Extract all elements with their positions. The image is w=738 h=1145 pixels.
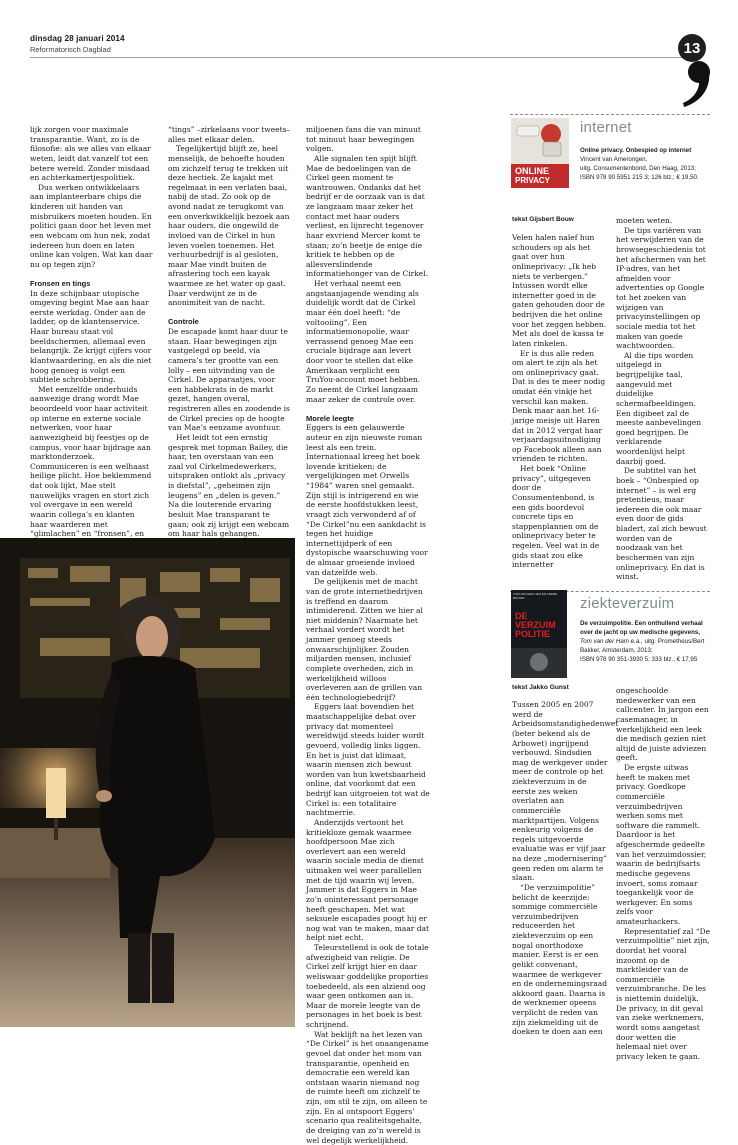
book-cover-online-privacy	[511, 118, 569, 188]
book-publisher: Prometheus/Bert Bakker, Amsterdam, 2013;	[580, 638, 705, 655]
paragraph: De subtitel van het boek – “Onbespied op internet” – is wel erg pretentieus, maar iedereen die ook maar even door de gids bladert, zal zich bewust worden van de noodzaak van het beschermen van zijn onlineprivacy. En dat is winst.	[616, 466, 707, 582]
paragraph-gap	[30, 269, 153, 279]
book-cover-title-top: ONLINE	[515, 166, 550, 176]
book-author: Vincent van Amerongen,	[580, 156, 648, 164]
issue-date: dinsdag 28 januari 2014	[30, 34, 125, 43]
paragraph: Dus werken ontwikkelaars aan implanteerbare chips die kinderen uit handen van misbruikers moeten houden. En politici gaan door het leven met een webcam om hun nek, zodat iedereen hun doen en laten online kan volgen. Wat kan daar nu op tegen zijn?	[30, 182, 153, 269]
article-column-3	[306, 125, 430, 1145]
paragraph: Teleurstellend is ook de totale afwezigheid van religie. De Cirkel zelf krijgt hier en daar weliswaar goddelijke proporties toebedeeld, als een alziend oog waar geen ontkomen aan is. Maar de morele leegte van de personages in het boek is best schrijnend.	[306, 943, 429, 1030]
paragraph: moeten weten.	[616, 216, 673, 225]
byline-gijsbert-bouw: tekst Gijsbert Bouw	[512, 216, 574, 223]
paragraph: Er is dus alle reden om alert te zijn als het om onlineprivacy gaat. Dat is des te meer nodig omdat één vinkje het verschil kan maken. Denk maar aan het 16-jarige meisje uit Haren dat in 2012 vergat haar verjaardagsuitnodiging op Facebook alleen aan vrienden te richten.	[512, 348, 606, 464]
review1-column-1	[512, 233, 608, 570]
newspaper-name: Reformatorisch Dagblad	[30, 45, 111, 54]
book-title: De verzuimpolitie. Een onthullend verhaal over de jacht op uw medische gegevens,	[580, 620, 703, 637]
book-publisher: uitg. Consumentenbond, Den Haag, 2013;	[580, 165, 696, 173]
book-isbn: ISBN 978 90 351-3930 5; 333 blz.; € 17,95	[580, 656, 698, 664]
paragraph: De gelijkenis met de macht van de grote internetbedrijven is treffend en daarom intimiderend. Zitten we hier al niet middenin? Naarmate het verhaal vordert wordt het jammer genoeg steeds onwaarschijnlijker. Zouden miljarden mensen, inclusief complete overheden, zich in werkelijkheid willoos overleveren aan de grillen van één technologiebedrijf?	[306, 577, 423, 702]
book-isbn: ISBN 978 90 5951 215 3; 126 blz.; € 19,50.	[580, 174, 699, 182]
paragraph: Anderzijds vertoont het kritiekloze gemak waarmee hoofdpersoon Mae zich overlevert aan een wereld waarin sociale media de dienst uitmaken wel weer parallellen met de tijd waarin wij leven. Jammer is dat Eggers in Mae zo’n oninteressant personage heeft geschapen. Met wat seksuele escapades poogt hij er nog wat van te maken, maar dat helpt niet echt.	[306, 817, 430, 943]
paragraph: De ergste uitwas heeft te maken met privacy. Goedkope commerciële verzuimbedrijven werken soms met software die rammelt. Daardoor is het afgeschermde gedeelte van het verzuimdossier, waarin de bedrijfsarts medische gegevens invoert, soms zomaar toegankelijk voor de werkgever. En soms zelfs voor amateurhackers.	[616, 763, 707, 926]
header-divider	[30, 57, 690, 58]
paragraph: Het leidt tot een ernstig gesprek met topman Bailey, die haar, ten overstaan van een zaal vol Cirkelmedewerkers, uitspraken ontlokt als „privacy is diefstal”, „geheimen zijn leugens” en „delen is geven.” Na die louterende ervaring besluit Mae transparant te gaan; ook zij krijgt een webcam om haar hals gehangen.	[168, 432, 290, 539]
paragraph: lijk zorgen voor maximale transparantie. Want, zo is de filosofie: als we alles van elkaar weten, leidt dat vanzelf tot een betere wereld. Zonder misdaad en achterkamertjespolitiek.	[30, 125, 151, 183]
comma-icon	[679, 60, 713, 108]
book-publisher-prefix: uitg.	[644, 638, 657, 646]
section-heading: Fronsen en tings	[30, 278, 91, 288]
paragraph: Tussen 2005 en 2007 werd de Arbeidsomstandighedenwet (beter bekend als de Arbowet) ingrijpend verbouwd. Sindsdien mag de werkgever onder meer de controle op het ziekteverzuim in de eerste zes weken overlaten aan commerciële marktpartijen. Volgens eenkeurig volgens de regels uitgevoerde evaluatie was er vijf jaar na deze „modernisering” geen reden om alarm te slaan.	[512, 700, 619, 883]
paragraph: ongeschoolde medewerker van een callcenter. In jargon een casemanager, in werkelijkheid een leek die medisch gezien niet altijd de juiste adviezen geeft.	[616, 686, 709, 763]
book-cover-verzuimpolitie	[511, 590, 567, 678]
paragraph: “De verzuimpolitie” belicht de keerzijde: sommige commerciële verzuimbedrijven reduceerden het ziekteverzuim op een nogal onorthodoxe manier. Eerst is er een gelikt convenant, waarmee de werkgever en de ondernemingsraad akkoord gaan. Daarna is de werknemer opeens verplicht de reden van zijn ziekmelding uit de doeken te doen aan een	[512, 882, 608, 1037]
paragraph: Eggers laat bovendien het maatschappelijke debat over privacy dat momenteel wereldwijd steeds luider wordt gevoerd, volledig links liggen. En het is juist dat klimaat, waarin mensen zich bewust worden van hun kwetsbaarheid online, dat voorkomt dat een bedrijf kan uitgroeien tot wat de Cirkel is: een totalitaire nachtmerrie.	[306, 702, 430, 818]
review-divider	[510, 114, 710, 115]
book-info-online-privacy	[580, 146, 710, 182]
paragraph: In deze schijnbaar utopische omgeving begint Mae aan haar eerste werkdag. Onder aan de ladder, op de klantenservice. Haar bureau staat vol beeldschermen, allemaal even belangrijk. Ze krijgt cijfers voor klantwaardering, en als die niet hoog genoeg is volgt een subtiele schrobbering.	[30, 288, 152, 385]
review-category-ziekteverzuim: ziekteverzuim	[580, 595, 675, 612]
book-author: Tom van der Ham e.a.,	[580, 638, 643, 646]
section-heading: Controle	[168, 317, 199, 327]
book-cover-authors: TOM VAN DER HAM EN ANDRE BOUWS	[513, 592, 558, 600]
section-heading: Morele leegte	[306, 413, 354, 423]
article-column-2	[168, 125, 291, 558]
book-cover-title-bottom: PRIVACY	[515, 176, 550, 185]
paragraph: Het verhaal neemt een angstaanjagende wending als duidelijk wordt dat de Cirkel maar één doel heeft: “de voltooiing”. Een informatiemonopolie, waar verrassend genoeg Mae een cruciale bijdrage aan levert door voor te stellen dat elke Amerikaan verplicht een TruYou-account moet hebben. Zo neemt de Cirkel langzaam maar zeker de controle over.	[306, 279, 421, 404]
paragraph-gap	[306, 404, 430, 414]
paragraph: “tings” –zirkelaans voor tweets– alles met elkaar delen.	[168, 125, 291, 144]
paragraph-gap	[168, 308, 291, 318]
paragraph: Alle signalen ten spijt blijft Mae de bedoelingen van de Cirkel geen moment te wantrouwen. Ondanks dat het bedrijf er de oorzaak van is dat ze langzaam maar zeker het contact met haar ouders verliest, en lijnrecht tegenover haar exvriend Mercer komt te staan; zo’n beetje de enige die kritiek te hebben op de allesverslindende informatiehonger van de Cirkel.	[306, 153, 428, 279]
review1-column-2	[616, 216, 710, 582]
paragraph: De escapade komt haar duur te staan. Haar bewegingen zijn vastgelegd op beeld, via camera’s ter grootte van een lolly – een uitvinding van de Cirkel. De apparaatjes, voor een habbekrats in de markt gezet, hangen overal, registreren alles en zoodende is de Cirkel precies op de hoogte van Mae’s eenzame avontuur.	[168, 327, 290, 433]
byline-jakko-gunst: tekst Jakko Gunst	[512, 684, 569, 691]
review-category-internet: internet	[580, 119, 632, 136]
book-title: Online privacy. Onbespied op internet	[580, 147, 692, 154]
paragraph: Tegelijkertijd blijft ze, heel menselijk, de behoefte houden om zichzelf terug te trekken uit deze hectiek. Ze kajakt met regelmaat in een verlaten baai, nabij de stad. Zo ook op de avond nadat ze terugkomt van een onverkwikkelijk bezoek aan haar ouders, die ongewild de invloed van de Cirkel in hun leven voelen toenemen. Het verhuurbedrijf is al gesloten, maar Mae vindt buiten de afrastering toch een kayak waarmee ze het water op gaat. Daar verdwijnt ze in de anonimiteit van de nacht.	[168, 144, 290, 308]
paragraph: Al die tips worden uitgelegd in begrijpelijke taal, aangevuld met duidelijke schermafbeeldingen. Een digibeet zal de meeste aanbevelingen goed begrijpen. De verklarende woordenlijst helpt daarbij goed.	[616, 350, 702, 466]
paragraph: Representatief zal “De verzuimpolitie” niet zijn, doordat het vooral inzoomt op de marktleider van de commerciële verzuimbranche. De les is niettemin duidelijk. De privacy, in dit geval van zieke werknemers, wordt soms aangetast door wetten die helemaal niet over privacy leken te gaan.	[616, 926, 711, 1061]
review2-column-1	[512, 700, 619, 1037]
page-number: 13	[678, 34, 706, 62]
article-photo	[0, 538, 295, 1027]
paragraph: Velen halen naïef hun schouders op als het gaat over hun onlineprivacy: „Ik heb niets te verbergen.” Intussen wordt elke internetter goed in de gaten gehouden door de bedrijven die het online voor het zeggen hebben. Met als doel de kassa te laten rinkelen.	[512, 233, 607, 348]
paragraph: Het boek “Online privacy”, uitgegeven door de Consumentenbond, is een gids boordevol concrete tips en stappenplannen om de onlineprivacy beter te regelen. Veel wat in de gids staat zou elke internetter	[512, 464, 600, 570]
paragraph: Eggers is een gelauwerde auteur en zijn nieuwste roman leest als een trein. Internationaal kreeg het boek lovende kritieken; de vergelijkingen met Orwells “1984” waren snel gemaakt. Zijn stijl is intrigerend en wie de eerste hoofdstukken leest, vraagt zich verwonderd af of “De Cirkel”nu een aankdacht is tegen het huidige internettijdperk of een dystopische waarschuwing voor de almaar groeiende invloed van datzelfde web.	[306, 423, 428, 577]
book-cover-title: DE VERZUIM POLITIE	[515, 611, 556, 639]
page-header	[30, 34, 125, 54]
book-info-verzuimpolitie	[580, 619, 710, 664]
paragraph: Met eenzelfde onderhuids aanwezige drang wordt Mae beoordeeld voor haar activiteit op interne en externe sociale netwerken, voor haar aanwezigheid bij feestjes op de campus, voor haar bijdrage aan marktonderzoek. Communiceren is een welhaast heilige plicht. Hoe beklemmend dat ook lijkt, Mae stelt nauwelijks vragen en stort zich vol overgave in een wereld waarin collega’s en klanten haar waarderen met “glimlachen” en “fronsen”, en	[30, 384, 152, 539]
paragraph: De tips variëren van het verwijderen van de browsegeschiedenis tot het afschermen van het IP-adres, van het afmelden voor advertenties op Google tot het zoeken van wijzigen van privacyinstellingen op sociale media tot het maken van goede wachtwoorden.	[616, 225, 706, 351]
paragraph: Wat beklijft na het lezen van “De Cirkel” is het onaangename gevoel dat onder het mom van transparantie, openheid en democratie een wereld kan ontstaan waarin niemand nog de ruimte heeft om zichzelf te zijn, om stil te zijn, om alleen te zijn. En al ontspoort Eggers’ scenario qua realiteitsgehalte, de dreiging van zo’n wereld is wel degelijk werkelijkheid.	[306, 1029, 429, 1145]
article-column-1	[30, 125, 153, 558]
paragraph: miljoenen fans die van minuut tot minuut haar bewegingen volgen.	[306, 125, 421, 154]
review2-column-2	[616, 686, 710, 1061]
